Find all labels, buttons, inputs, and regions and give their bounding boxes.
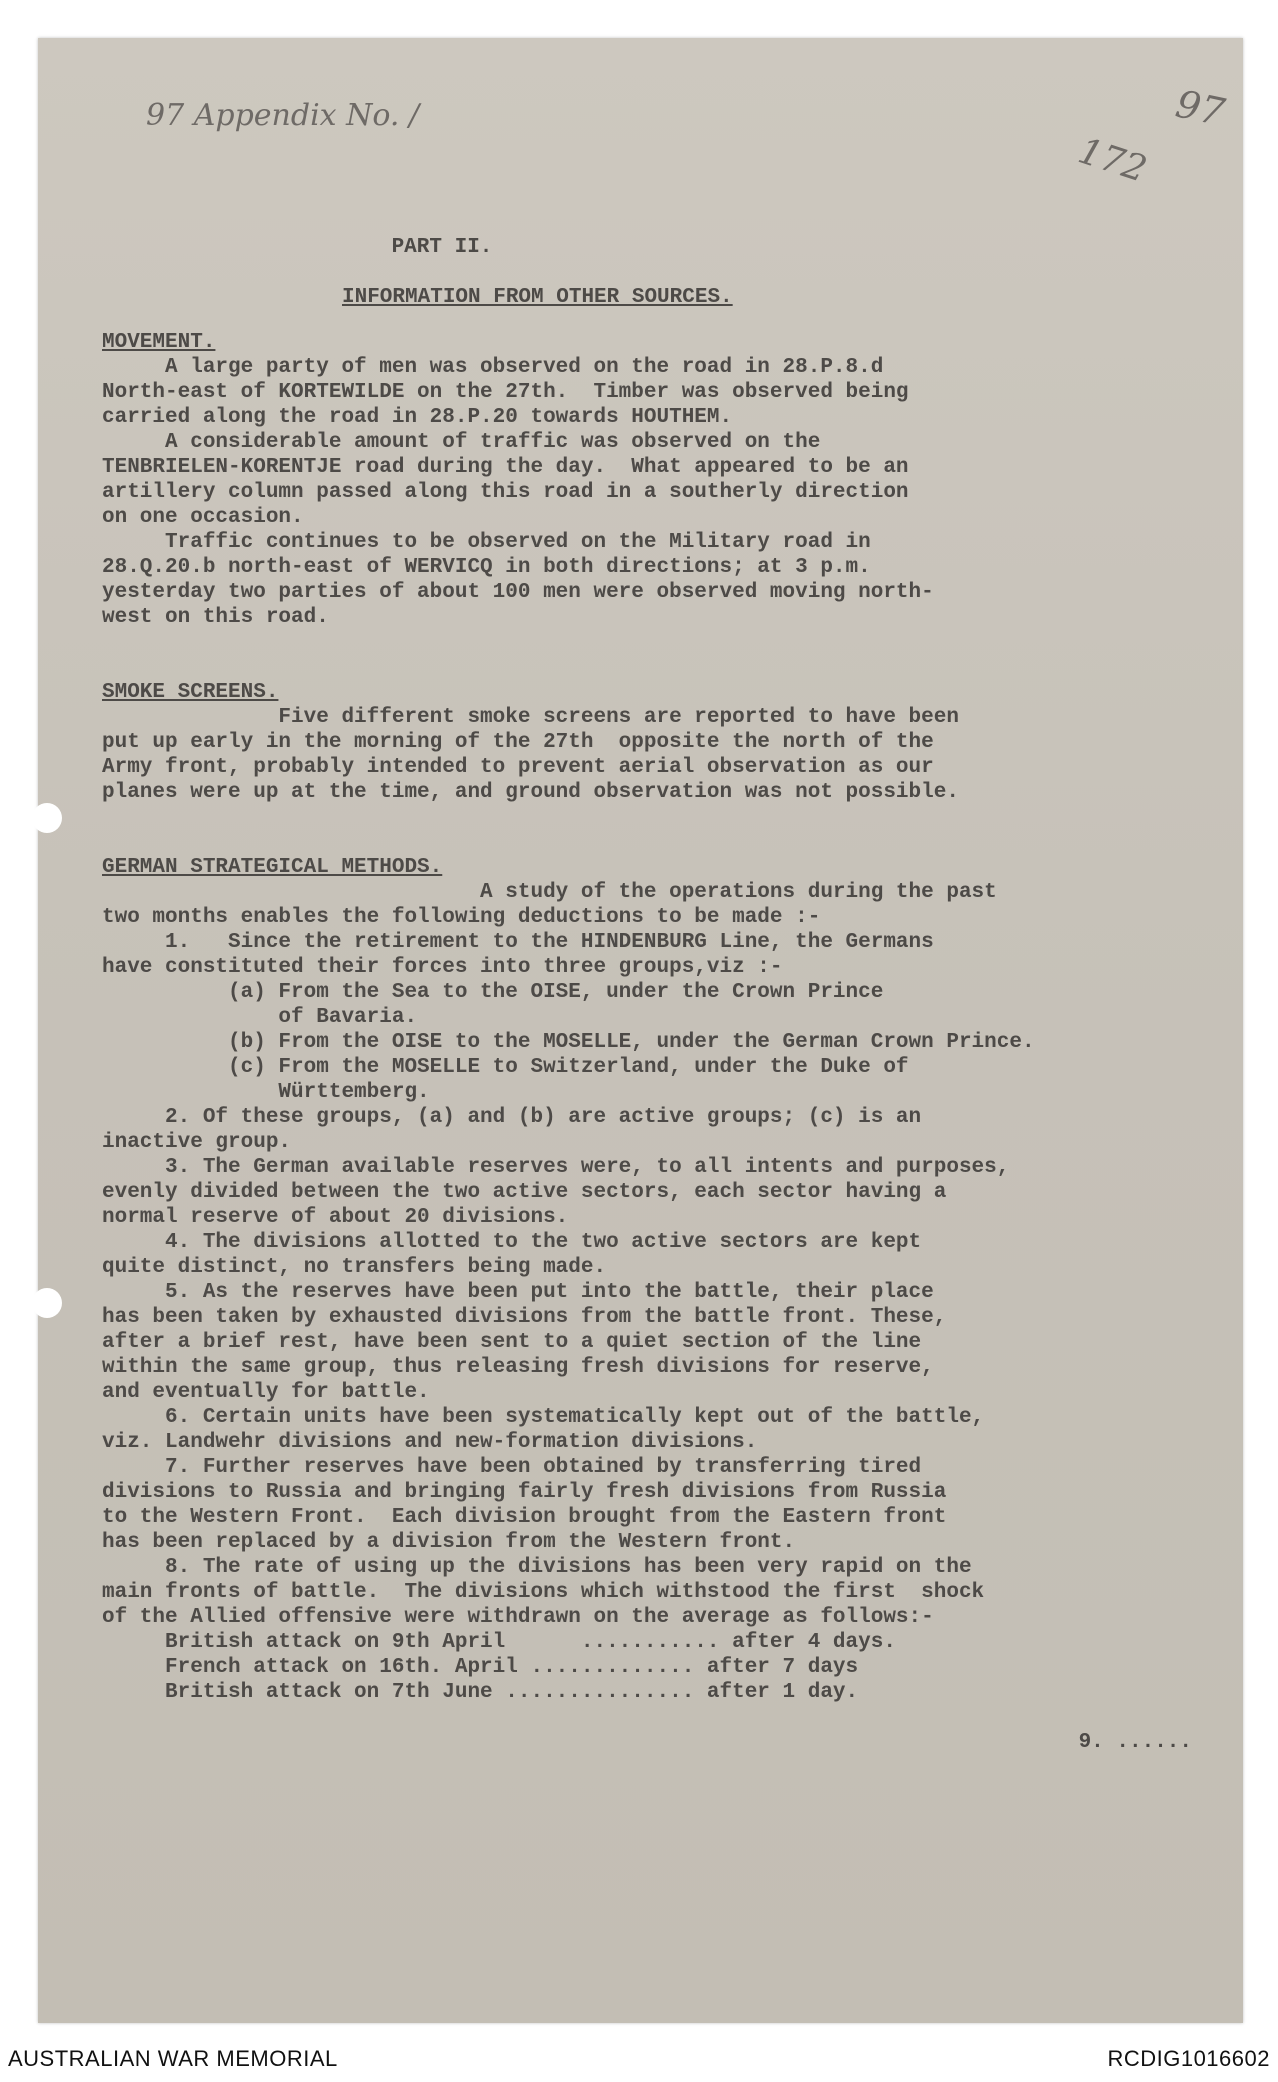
text-line: A considerable amount of traffic was observed on the (102, 431, 821, 454)
typed-text-body (102, 235, 1212, 1755)
text-line: have constituted their forces into three groups,viz :- (102, 956, 783, 979)
text-line: 4. The divisions allotted to the two active sectors are kept (102, 1231, 922, 1254)
handwritten-folio-number: 172 (1073, 130, 1152, 191)
text-line: two months enables the following deductions to be made :- (102, 906, 821, 929)
text-line: yesterday two parties of about 100 men were observed moving north- (102, 581, 934, 604)
text-line: A large party of men was observed on the road in 28.P.8.d (102, 356, 884, 379)
text-line: normal reserve of about 20 divisions. (102, 1206, 569, 1229)
text-line: west on this road. (102, 606, 329, 629)
text-line: (c) From the MOSELLE to Switzerland, under the Duke of (102, 1056, 909, 1079)
text-line: after a brief rest, have been sent to a quiet section of the line (102, 1331, 922, 1354)
text-line: of the Allied offensive were withdrawn on the average as follows:- (102, 1606, 934, 1629)
text-line: inactive group. (102, 1131, 292, 1154)
text-line: TENBRIELEN-KORENTJE road during the day. What appeared to be an (102, 456, 909, 479)
text-line: to the Western Front. Each division brought from the Eastern front (102, 1506, 947, 1529)
text-line: British attack on 7th June ............... after 1 day. (102, 1681, 859, 1704)
text-line: Army front, probably intended to prevent aerial observation as our (102, 756, 934, 779)
text-line: put up early in the morning of the 27th opposite the north of the (102, 731, 934, 754)
smoke-screens-section (102, 705, 1212, 805)
text-line: Traffic continues to be observed on the Military road in (102, 531, 871, 554)
text-line: within the same group, thus releasing fresh divisions for reserve, (102, 1356, 934, 1379)
punch-hole (32, 803, 62, 833)
section-title: INFORMATION FROM OTHER SOURCES. (342, 286, 733, 309)
text-line: (b) From the OISE to the MOSELLE, under the German Crown Prince. (102, 1031, 1035, 1054)
text-line: of Bavaria. (102, 1006, 418, 1029)
text-line: carried along the road in 28.P.20 towards HOUTHEM. (102, 406, 733, 429)
appendix-handwritten-label: 97 Appendix No. / (146, 98, 420, 133)
footer-archive-name: AUSTRALIAN WAR MEMORIAL (8, 2046, 338, 2071)
text-line: 28.Q.20.b north-east of WERVICQ in both directions; at 3 p.m. (102, 556, 871, 579)
text-line: North-east of KORTEWILDE on the 27th. Timber was observed being (102, 381, 909, 404)
text-line: A study of the operations during the past (102, 881, 997, 904)
german-methods-section (102, 880, 1212, 1705)
text-line: on one occasion. (102, 506, 304, 529)
text-line: artillery column passed along this road in a southerly direction (102, 481, 909, 504)
text-line: viz. Landwehr divisions and new-formation divisions. (102, 1431, 758, 1454)
text-line: Württemberg. (102, 1081, 430, 1104)
german-methods-heading: GERMAN STRATEGICAL METHODS. (102, 856, 443, 879)
text-line: and eventually for battle. (102, 1381, 430, 1404)
text-line: 3. The German available reserves were, to all intents and purposes, (102, 1156, 1010, 1179)
text-line: 8. The rate of using up the divisions has been very rapid on the (102, 1556, 972, 1579)
movement-heading: MOVEMENT. (102, 331, 216, 354)
text-line: 6. Certain units have been systematically kept out of the battle, (102, 1406, 985, 1429)
text-line: planes were up at the time, and ground observation was not possible. (102, 781, 959, 804)
text-line: Five different smoke screens are reported to have been (102, 706, 959, 729)
movement-section (102, 355, 1212, 630)
text-line: 7. Further reserves have been obtained by transferring tired (102, 1456, 922, 1479)
text-line: has been taken by exhausted divisions from the battle front. These, (102, 1306, 947, 1329)
document-page (38, 38, 1243, 2023)
smoke-screens-heading: SMOKE SCREENS. (102, 681, 279, 704)
text-line: 2. Of these groups, (a) and (b) are active groups; (c) is an (102, 1106, 922, 1129)
text-line: 1. Since the retirement to the HINDENBURG Line, the Germans (102, 931, 934, 954)
part-title: PART II. (391, 236, 493, 259)
text-line: has been replaced by a division from the Western front. (102, 1531, 796, 1554)
text-line: (a) From the Sea to the OISE, under the Crown Prince (102, 981, 884, 1004)
text-line: 5. As the reserves have been put into the battle, their place (102, 1281, 934, 1304)
continuation-marker: 9. ...... (1078, 1731, 1192, 1754)
text-line: French attack on 16th. April ............. after 7 days (102, 1656, 859, 1679)
text-line: evenly divided between the two active sectors, each sector having a (102, 1181, 947, 1204)
punch-hole (32, 1288, 62, 1318)
text-line: divisions to Russia and bringing fairly fresh divisions from Russia (102, 1481, 947, 1504)
text-line: main fronts of battle. The divisions which withstood the first shock (102, 1581, 985, 1604)
footer-record-id: RCDIG1016602 (1107, 2046, 1270, 2071)
text-line: British attack on 9th April ........... after 4 days. (102, 1631, 896, 1654)
handwritten-page-number: 97 (1171, 81, 1229, 135)
text-line: quite distinct, no transfers being made. (102, 1256, 607, 1279)
